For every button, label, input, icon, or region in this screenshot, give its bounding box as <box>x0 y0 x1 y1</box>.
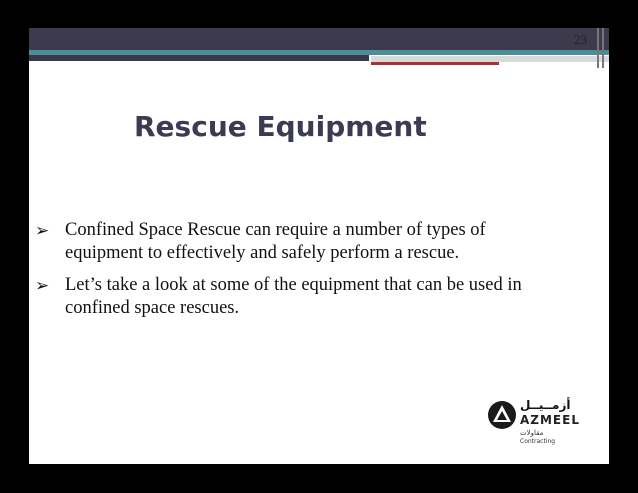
azmeel-logo-icon <box>487 400 517 430</box>
side-bar <box>597 28 599 68</box>
arrow-bullet-icon: ➢ <box>35 221 50 240</box>
header-dark-strip <box>29 55 369 61</box>
page-number: 23 <box>574 32 587 47</box>
header-band <box>29 28 609 50</box>
bullet-text: Confined Space Rescue can require a number of types of equipment to effectively and safely perform a rescue. <box>65 220 486 263</box>
slide <box>29 28 609 464</box>
bullet-text: Let’s take a look at some of the equipment that can be used in confined space rescues. <box>65 275 522 318</box>
logo-subtitle: Contracting <box>520 438 556 445</box>
bullet-item <box>35 219 525 265</box>
logo-name: AZMEEL <box>520 413 580 427</box>
side-bar <box>602 28 604 68</box>
logo-arabic-name: أزمــيــل <box>520 398 571 412</box>
company-logo <box>487 398 587 448</box>
side-decoration <box>593 28 613 68</box>
header-red-line <box>371 62 499 65</box>
bullet-list <box>35 219 525 329</box>
logo-arabic-sub: مقاولات <box>520 429 544 437</box>
bullet-item <box>35 274 525 320</box>
slide-title: Rescue Equipment <box>134 110 427 143</box>
arrow-bullet-icon: ➢ <box>35 276 50 295</box>
